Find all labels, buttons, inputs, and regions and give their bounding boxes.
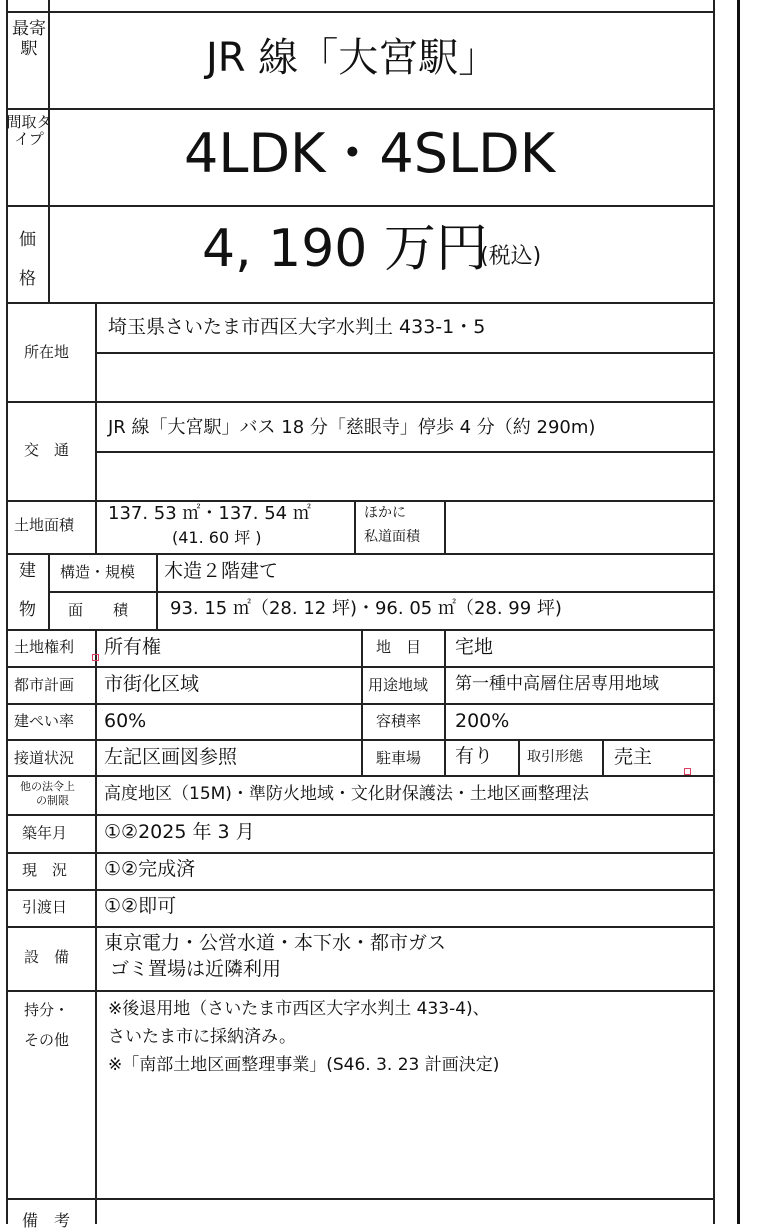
coverage-value: 60% — [104, 710, 147, 732]
handover-label: 引渡日 — [22, 898, 68, 916]
land-area-label: 土地面積 — [14, 516, 75, 534]
structure-label: 構造・規模 — [60, 563, 136, 581]
city-plan-value: 市街化区域 — [104, 673, 200, 695]
parking-value: 有り — [455, 745, 494, 767]
price-value: 4, 190 万円 — [202, 219, 488, 279]
transport-value: JR 線「大宮駅」バス 18 分「慈眼寺」停歩 4 分（約 290m) — [108, 417, 596, 438]
land-area-value-1: 137. 53 ㎡・137. 54 ㎡ — [108, 503, 311, 524]
built-value: ①②2025 年 3 月 — [104, 821, 255, 843]
layout-label: 間取タイプ — [6, 113, 52, 149]
legal-label-2: の制限 — [36, 794, 69, 807]
road-value: 左記区画図参照 — [104, 746, 238, 768]
land-area-value-2: (41. 60 坪 ) — [172, 528, 262, 547]
far-value: 200% — [455, 710, 510, 732]
notes-line-3: ※「南部土地区画整理事業」(S46. 3. 23 計画決定) — [108, 1055, 500, 1075]
address-value: 埼玉県さいたま市西区大字水判土 433-1・5 — [108, 316, 486, 338]
other-area-label-2: 私道面積 — [364, 529, 420, 545]
border-left — [6, 0, 8, 1224]
facilities-value-1: 東京電力・公営水道・本下水・都市ガス — [104, 932, 447, 954]
layout-value: 4LDK・4SLDK — [184, 122, 556, 185]
notes-label-2: その他 — [24, 1031, 70, 1049]
property-sheet — [6, 0, 715, 1230]
chimoku-label: 地 目 — [376, 638, 422, 656]
notes-line-2: さいたま市に採納済み。 — [108, 1027, 297, 1047]
chimoku-value: 宅地 — [455, 636, 494, 658]
status-value: ①②完成済 — [104, 858, 196, 880]
edit-marker-icon — [92, 654, 99, 661]
land-right-label: 土地権利 — [14, 638, 75, 656]
edit-marker-icon — [684, 768, 691, 775]
coverage-label: 建ぺい率 — [14, 712, 75, 730]
price-label-bottom: 格 — [19, 269, 36, 289]
far-label: 容積率 — [376, 712, 422, 730]
parking-label: 駐車場 — [376, 749, 422, 767]
building-label-bottom: 物 — [19, 600, 36, 620]
station-value: JR 線「大宮駅」 — [206, 35, 499, 81]
legal-value: 高度地区（15M)・準防火地域・文化財保護法・土地区画整理法 — [104, 784, 589, 804]
handover-value: ①②即可 — [104, 895, 177, 917]
building-area-label: 面 積 — [68, 601, 129, 619]
price-label-top: 価 — [19, 230, 36, 250]
address-label: 所在地 — [24, 343, 70, 361]
deal-value: 売主 — [614, 746, 653, 768]
structure-value: 木造２階建て — [164, 560, 279, 582]
facilities-value-2: ゴミ置場は近隣利用 — [110, 958, 282, 980]
station-label: 最寄駅 — [12, 19, 46, 59]
notes-label-1: 持分・ — [24, 1001, 70, 1019]
border-right — [713, 0, 715, 1224]
remarks-label: 備 考 — [22, 1211, 71, 1230]
notes-line-1: ※後退用地（さいたま市西区大字水判土 433-4)、 — [108, 999, 490, 1019]
building-label-top: 建 — [19, 561, 36, 581]
facilities-label: 設 備 — [24, 948, 70, 966]
deal-label: 取引形態 — [527, 749, 583, 765]
city-plan-label: 都市計画 — [14, 676, 75, 694]
other-area-label-1: ほかに — [364, 505, 406, 521]
land-right-value: 所有権 — [104, 636, 162, 658]
road-label: 接道状況 — [14, 749, 75, 767]
right-edge-bar — [737, 0, 740, 1224]
transport-label: 交 通 — [24, 441, 70, 459]
built-label: 築年月 — [22, 824, 68, 842]
price-tax: (税込) — [480, 244, 542, 269]
status-label: 現 況 — [22, 861, 68, 879]
legal-label-1: 他の法令上 — [20, 780, 75, 793]
zone-value: 第一種中高層住居専用地域 — [455, 674, 659, 694]
zone-label: 用途地域 — [368, 676, 429, 694]
building-area-value: 93. 15 ㎡（28. 12 坪)・96. 05 ㎡（28. 99 坪) — [170, 598, 562, 619]
